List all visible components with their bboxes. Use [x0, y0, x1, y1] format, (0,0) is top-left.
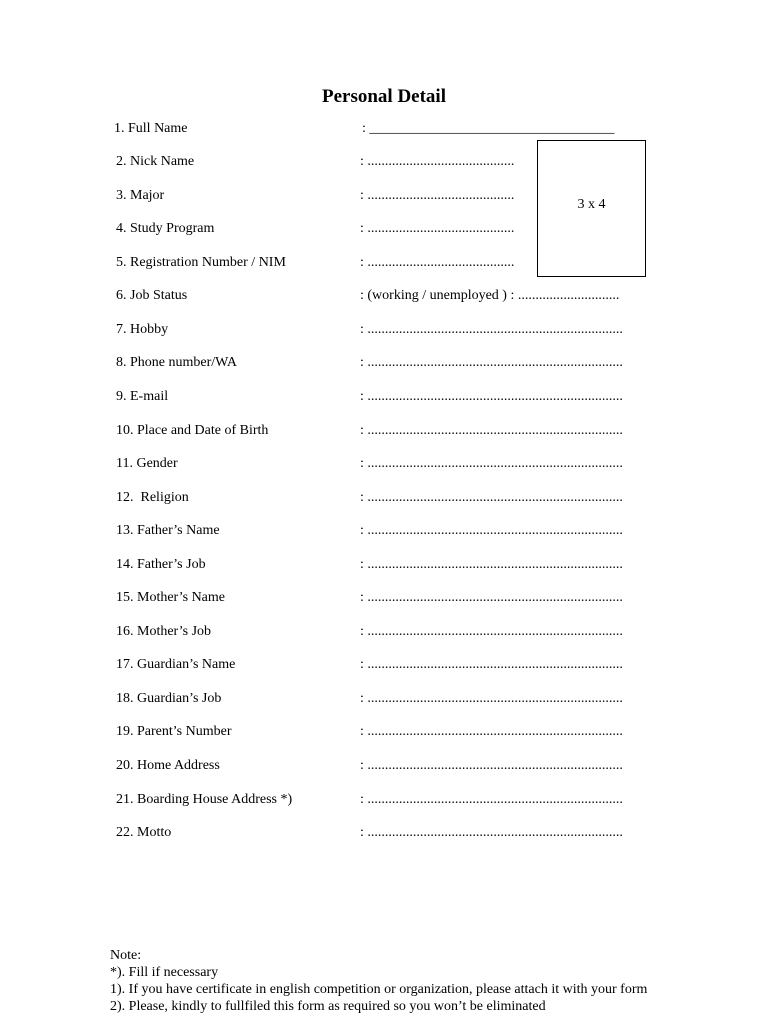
field-blank[interactable]: : ......................................................................... [360, 355, 623, 370]
field-blank[interactable]: : .......................................... [360, 188, 515, 203]
form-row-phone-number [0, 355, 768, 375]
field-label: 5. Registration Number / NIM [116, 255, 286, 270]
field-label: 10. Place and Date of Birth [116, 423, 269, 438]
field-label: 20. Home Address [116, 758, 220, 773]
field-blank[interactable]: : ......................................................................... [360, 657, 623, 672]
field-label: 7. Hobby [116, 322, 169, 337]
field-label: 14. Father’s Job [116, 557, 206, 572]
field-label: 16. Mother’s Job [116, 624, 212, 639]
field-label: 11. Gender [116, 456, 178, 471]
field-blank[interactable]: : ___________________________________ [362, 121, 615, 136]
field-label: 17. Guardian’s Name [116, 657, 236, 672]
form-row-full-name [0, 121, 768, 141]
form-row-guardians-job [0, 691, 768, 711]
form-row-religion [0, 490, 768, 510]
field-blank[interactable]: : ......................................................................... [360, 389, 623, 404]
field-blank[interactable]: : ......................................................................... [360, 456, 623, 471]
field-blank[interactable]: : ......................................................................... [360, 557, 623, 572]
field-label: 13. Father’s Name [116, 523, 220, 538]
field-label: 19. Parent’s Number [116, 724, 232, 739]
field-label: 9. E-mail [116, 389, 169, 404]
note-line: *). Fill if necessary [110, 965, 219, 980]
field-blank[interactable]: : ......................................................................... [360, 624, 623, 639]
field-blank[interactable]: : ......................................................................... [360, 322, 623, 337]
form-row-email [0, 389, 768, 409]
form-row-registration-number [0, 255, 768, 275]
note-line: 2). Please, kindly to fullfiled this form as required so you won’t be eliminated [110, 999, 546, 1014]
photo-box [537, 140, 646, 277]
form-row-guardians-name [0, 657, 768, 677]
form-row-job-status [0, 288, 768, 308]
form-row-fathers-name [0, 523, 768, 543]
field-label: 12. Religion [116, 490, 189, 505]
notes-heading: Note: [110, 948, 142, 963]
form-row-fathers-job [0, 557, 768, 577]
field-blank[interactable]: : ......................................................................... [360, 724, 623, 739]
field-blank[interactable]: : (working / unemployed ) : ............................. [360, 288, 620, 303]
form-row-gender [0, 456, 768, 476]
field-blank[interactable]: : ......................................................................... [360, 590, 623, 605]
field-label: 22. Motto [116, 825, 172, 840]
form-row-parents-number [0, 724, 768, 744]
field-label: 18. Guardian’s Job [116, 691, 222, 706]
form-row-mothers-name [0, 590, 768, 610]
field-blank[interactable]: : ......................................................................... [360, 825, 623, 840]
form-row-motto [0, 825, 768, 845]
field-label: 21. Boarding House Address *) [116, 792, 293, 807]
notes-section [110, 947, 647, 1015]
form-row-major [0, 188, 768, 208]
field-label: 6. Job Status [116, 288, 188, 303]
field-blank[interactable]: : .......................................... [360, 221, 515, 236]
field-blank[interactable]: : .......................................... [360, 154, 515, 169]
form-row-study-program [0, 221, 768, 241]
field-label: 15. Mother’s Name [116, 590, 225, 605]
field-blank[interactable]: : ......................................................................... [360, 758, 623, 773]
field-blank[interactable]: : .......................................... [360, 255, 515, 270]
form-row-hobby [0, 322, 768, 342]
field-label: 4. Study Program [116, 221, 215, 236]
field-blank[interactable]: : ......................................................................... [360, 792, 623, 807]
field-blank[interactable]: : ......................................................................... [360, 490, 623, 505]
field-label: 2. Nick Name [116, 154, 195, 169]
form-row-mothers-job [0, 624, 768, 644]
form-row-home-address [0, 758, 768, 778]
form-row-nick-name [0, 154, 768, 174]
photo-size-label: 3 x 4 [577, 197, 606, 212]
field-label: 8. Phone number/WA [116, 355, 237, 370]
page-title: Personal Detail [321, 86, 446, 107]
note-line: 1). If you have certificate in english competition or organization, please attach it with your form [110, 982, 648, 997]
field-blank[interactable]: : ......................................................................... [360, 423, 623, 438]
form-row-boarding-house-address [0, 792, 768, 812]
field-label: 3. Major [116, 188, 165, 203]
form-row-place-date-of-birth [0, 423, 768, 443]
field-blank[interactable]: : ......................................................................... [360, 691, 623, 706]
field-blank[interactable]: : ......................................................................... [360, 523, 623, 538]
field-label: 1. Full Name [114, 121, 188, 136]
